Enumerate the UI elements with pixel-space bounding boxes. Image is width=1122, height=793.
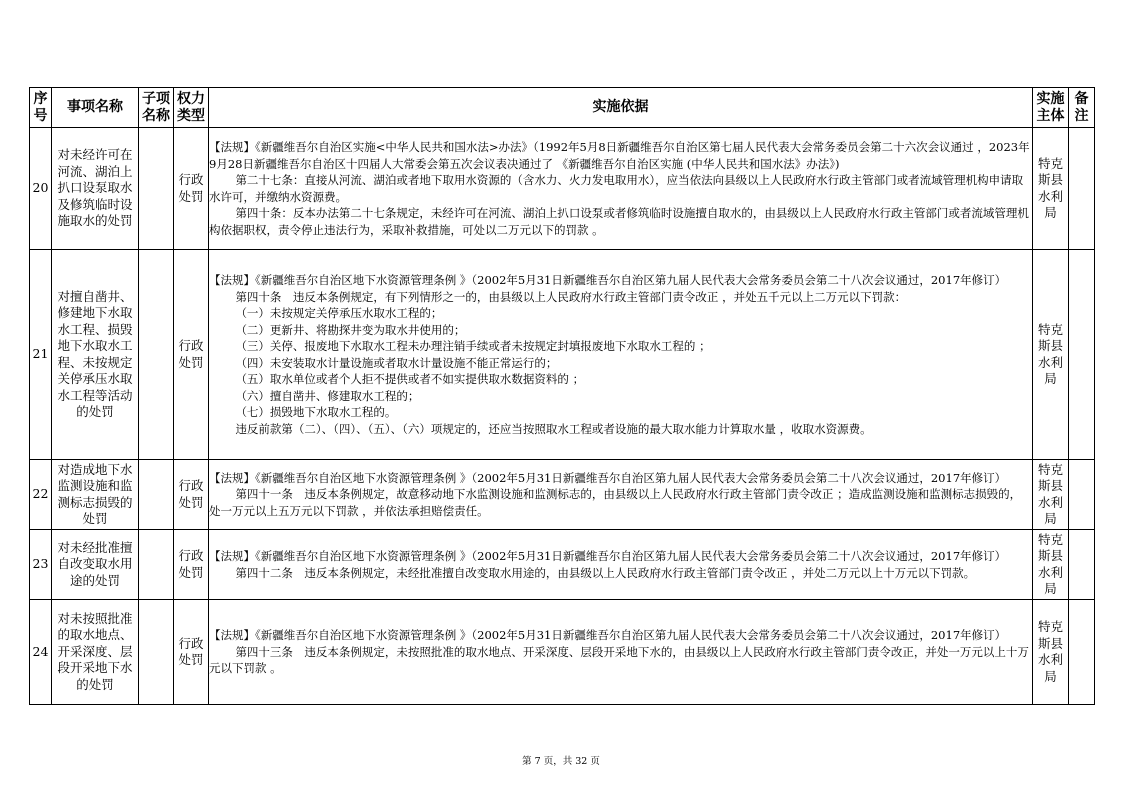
basis-clause: （二）更新井、将勘探井变为取水井使用的； bbox=[235, 322, 466, 337]
row-implementer: 特克斯县水利局 bbox=[1033, 250, 1069, 460]
basis-clause: （五）取水单位或者个人拒不提供或者不如实提供取水数据资料的 ； bbox=[235, 372, 585, 386]
row-seq: 24 bbox=[30, 600, 52, 705]
row-basis bbox=[209, 600, 1033, 705]
basis-clause: （三）关停、报废地下水取水工程未办理注销手续或者未按规定封填报废地下水取水工程的 ； bbox=[235, 339, 711, 353]
header-remarks: 备注 bbox=[1069, 88, 1095, 128]
basis-paragraph: 【法规】《新疆维吾尔自治区地下水资源管理条例 》（2002年5月31日新疆维吾尔自治区第九届人民代表大会常务委员会第二十八次会议通过，2017年修订） bbox=[209, 273, 1007, 287]
row-power-type: 行政处罚 bbox=[174, 250, 209, 460]
row-basis bbox=[209, 460, 1033, 530]
row-seq: 20 bbox=[30, 128, 52, 250]
basis-paragraph: 【法规】《新疆维吾尔自治区地下水资源管理条例 》（2002年5月31日新疆维吾尔自治区第九届人民代表大会常务委员会第二十八次会议通过，2017年修订） bbox=[209, 470, 1007, 485]
basis-clause: （六）擅自凿井、修建取水工程的； bbox=[235, 388, 420, 403]
row-seq: 21 bbox=[30, 250, 52, 460]
row-remarks bbox=[1069, 600, 1095, 705]
table-row bbox=[30, 128, 1095, 250]
basis-paragraph: 第四十一条 违反本条例规定，故意移动地下水监测设施和监测标志的，由县级以上人民政府水行政主管部门责令改正 ；造成监测设施和监测标志损毁的，处一万元以上五万元以下罚款 ，并依法承担赔偿责任。 bbox=[209, 487, 1022, 518]
table-row bbox=[30, 530, 1095, 600]
row-item-name: 对擅自凿井、修建地下水取水工程、损毁地下水取水工程、未按规定关停承压水取水工程等活动的处罚 bbox=[52, 250, 139, 460]
header-power-type: 权力类型 bbox=[174, 88, 209, 128]
basis-paragraph: 第四十条 违反本条例规定，有下列情形之一的，由县级以上人民政府水行政主管部门责令改正 ，并处五千元以上二万元以下罚款： bbox=[235, 289, 907, 304]
row-sub-item bbox=[139, 530, 174, 600]
basis-paragraph: 【法规】《新疆维吾尔自治区地下水资源管理条例 》（2002年5月31日新疆维吾尔自治区第九届人民代表大会常务委员会第二十八次会议通过，2017年修订） bbox=[209, 628, 1007, 643]
table-row bbox=[30, 460, 1095, 530]
header-item-name: 事项名称 bbox=[52, 88, 139, 128]
header-implementer: 实施主体 bbox=[1033, 88, 1069, 128]
row-implementer: 特克斯县水利局 bbox=[1033, 460, 1069, 530]
basis-paragraph: 【法规】《新疆维吾尔自治区实施<中华人民共和国水法>办法》（1992年5月8日新疆维吾尔自治区第七届人民代表大会常务委员会第二十六次会议通过 ，2023年9月28日新疆维吾尔自治区十四届人大常委会第五次会议表决通过了 《新疆维吾尔自治区实施 (中华人民共和国水法》办法》) bbox=[209, 140, 1030, 171]
row-implementer: 特克斯县水利局 bbox=[1033, 530, 1069, 600]
basis-clause: （四）未安装取水计量设施或者取水计量设施不能正常运行的； bbox=[235, 355, 558, 370]
row-sub-item bbox=[139, 128, 174, 250]
row-sub-item bbox=[139, 250, 174, 460]
header-basis: 实施依据 bbox=[209, 88, 1033, 128]
row-item-name: 对未经批准擅自改变取水用途的处罚 bbox=[52, 530, 139, 600]
row-remarks bbox=[1069, 128, 1095, 250]
table-row bbox=[30, 600, 1095, 705]
row-seq: 22 bbox=[30, 460, 52, 530]
row-implementer: 特克斯县水利局 bbox=[1033, 600, 1069, 705]
header-row bbox=[30, 88, 1095, 128]
basis-paragraph: 第二十七条：直接从河流、湖泊或者地下取用水资源的（含水力、火力发电取用水），应当依法向县级以上人民政府水行政主管部门或者流域管理机构申请取水许可，并缴纳水资源费。 bbox=[209, 173, 1024, 204]
row-basis bbox=[209, 530, 1033, 600]
row-item-name: 对造成地下水监测设施和监测标志损毁的处罚 bbox=[52, 460, 139, 530]
row-sub-item bbox=[139, 460, 174, 530]
row-remarks bbox=[1069, 530, 1095, 600]
row-power-type: 行政处罚 bbox=[174, 530, 209, 600]
basis-clause: （一）未按规定关停承压水取水工程的； bbox=[235, 306, 443, 320]
basis-paragraph: 第四十二条 违反本条例规定，未经批准擅自改变取水用途的，由县级以上人民政府水行政主管部门责令改正 ，并处二万元以上十万元以下罚款。 bbox=[235, 565, 976, 580]
row-basis bbox=[209, 250, 1033, 460]
document-table bbox=[29, 87, 1095, 705]
row-remarks bbox=[1069, 250, 1095, 460]
basis-paragraph: 违反前款第（二）、（四）、（五）、（六）项规定的，还应当按照取水工程或者设施的最大取水能力计算取水量 ，收取水资源费。 bbox=[235, 421, 872, 436]
basis-clause: （七）损毁地下水取水工程的。 bbox=[235, 405, 397, 419]
row-basis bbox=[209, 128, 1033, 250]
row-sub-item bbox=[139, 600, 174, 705]
row-item-name: 对未经许可在河流、湖泊上扒口设泵取水及修筑临时设施取水的处罚 bbox=[52, 128, 139, 250]
basis-paragraph: 第四十三条 违反本条例规定，未按照批准的取水地点、开采深度、层段开采地下水的，由县级以上人民政府水行政主管部门责令改正，并处一万元以上十万元以下罚款 。 bbox=[209, 644, 1029, 676]
header-seq: 序号 bbox=[30, 88, 52, 128]
row-seq: 23 bbox=[30, 530, 52, 600]
row-item-name: 对未按照批准的取水地点、开采深度、层段开采地下水的处罚 bbox=[52, 600, 139, 705]
header-sub-item: 子项名称 bbox=[139, 88, 174, 128]
row-power-type: 行政处罚 bbox=[174, 600, 209, 705]
row-remarks bbox=[1069, 460, 1095, 530]
table-row bbox=[30, 250, 1095, 460]
basis-paragraph: 【法规】《新疆维吾尔自治区地下水资源管理条例 》（2002年5月31日新疆维吾尔自治区第九届人民代表大会常务委员会第二十八次会议通过，2017年修订） bbox=[209, 549, 1007, 563]
row-power-type: 行政处罚 bbox=[174, 460, 209, 530]
row-implementer: 特克斯县水利局 bbox=[1033, 128, 1069, 250]
basis-paragraph: 第四十条：反本办法第二十七条规定，未经许可在河流、湖泊上扒口设泵或者修筑临时设施擅自取水的，由县级以上人民政府水行政主管部门或者流域管理机构依据职权，责令停止违法行为，采取补救措施，可处以二万元以下的罚款 。 bbox=[209, 206, 1029, 237]
row-power-type: 行政处罚 bbox=[174, 128, 209, 250]
page-number: 第 7 页，共 32 页 bbox=[522, 756, 600, 767]
